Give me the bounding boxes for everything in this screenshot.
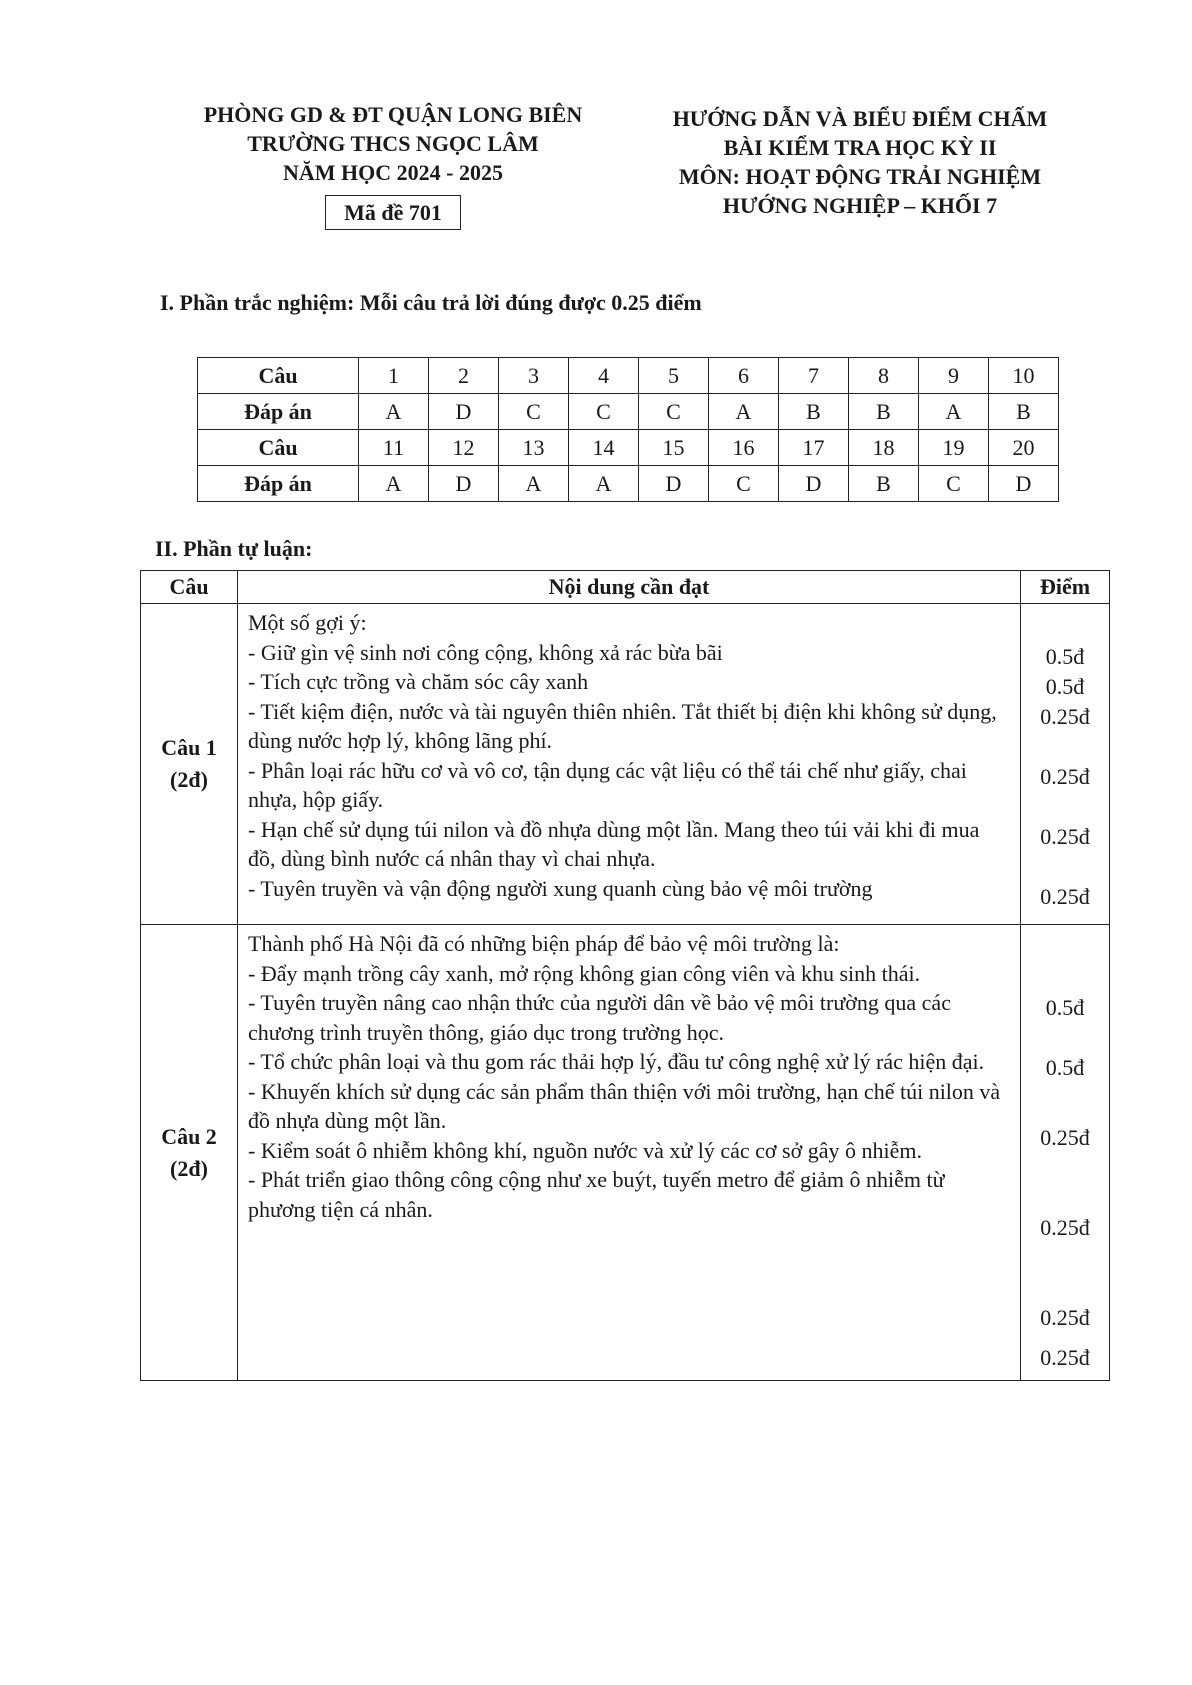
question-number: 18 xyxy=(849,430,919,466)
question-number: 20 xyxy=(989,430,1059,466)
question-number: 7 xyxy=(779,358,849,394)
row-label-question: Câu xyxy=(198,430,359,466)
question-number: 19 xyxy=(919,430,989,466)
question-number: 8 xyxy=(849,358,919,394)
exam-code-box: Mã đề 701 xyxy=(325,195,461,230)
question-number: 17 xyxy=(779,430,849,466)
row-label-answer: Đáp án xyxy=(198,466,359,502)
answer-cell: A xyxy=(709,394,779,430)
question-number: 16 xyxy=(709,430,779,466)
question-points: (2đ) xyxy=(170,1155,208,1181)
school-name: TRƯỜNG THCS NGỌC LÂM xyxy=(247,131,539,156)
content-line: - Tuyên truyền nâng cao nhận thức của người dân về bảo vệ môi trường qua các chương trình truyền thông, giáo dục trong trường học. xyxy=(248,990,951,1045)
question-number: 4 xyxy=(569,358,639,394)
content-line: - Tích cực trồng và chăm sóc cây xanh xyxy=(248,669,589,694)
answer-row xyxy=(198,394,1059,430)
score-value: 0.25đ xyxy=(1040,764,1090,789)
title-line-1: HƯỚNG DẪN VÀ BIỂU ĐIỂM CHẤM xyxy=(672,106,1048,131)
answer-cell: C xyxy=(639,394,709,430)
answer-cell: D xyxy=(639,466,709,502)
question-points: (2đ) xyxy=(170,767,208,792)
content-line: - Tiết kiệm điện, nước và tài nguyên thiên nhiên. Tắt thiết bị điện khi không sử dụng, dùng nước hợp lý, không lãng phí. xyxy=(248,698,997,753)
title-line-4: HƯỚNG NGHIỆP – KHỐI 7 xyxy=(722,193,998,218)
expected-content xyxy=(238,925,1021,1381)
question-label xyxy=(141,604,238,925)
content-line: Một số gợi ý: xyxy=(248,610,367,635)
question-number: 9 xyxy=(919,358,989,394)
question-number: Câu 1 xyxy=(161,735,217,760)
answer-cell: A xyxy=(569,466,639,502)
question-number: 14 xyxy=(569,430,639,466)
content-line: - Tuyên truyền và vận động người xung quanh cùng bảo vệ môi trường xyxy=(248,875,873,901)
answer-cell: C xyxy=(709,466,779,502)
answer-cell: D xyxy=(429,394,499,430)
score-value: 0.25đ xyxy=(1040,1305,1090,1330)
content-line: - Phân loại rác hữu cơ và vô cơ, tận dụng các vật liệu có thể tái chế như giấy, chai nhựa, hộp giấy. xyxy=(248,757,967,812)
question-number: 6 xyxy=(709,358,779,394)
score-list xyxy=(1021,608,1109,918)
question-row xyxy=(198,430,1059,466)
title-line-2: BÀI KIỂM TRA HỌC KỲ II xyxy=(723,135,997,160)
score-value: 0.25đ xyxy=(1040,824,1090,849)
score-column xyxy=(1021,604,1110,925)
question-number: 13 xyxy=(499,430,569,466)
answer-cell: C xyxy=(569,394,639,430)
department-name: PHÒNG GD & ĐT QUẬN LONG BIÊN xyxy=(203,102,583,127)
question-number: 2 xyxy=(429,358,499,394)
content-line: - Tổ chức phân loại và thu gom rác thải hợp lý, đầu tư công nghệ xử lý rác hiện đại. xyxy=(248,1049,985,1074)
answer-cell: B xyxy=(849,466,919,502)
score-value: 0.25đ xyxy=(1040,884,1090,909)
score-value: 0.25đ xyxy=(1040,1215,1090,1240)
section-multiple-choice-title: I. Phần trắc nghiệm: Mỗi câu trả lời đúng được 0.25 điểm xyxy=(160,290,702,315)
column-header-content: Nội dung cần đạt xyxy=(238,571,1021,604)
document-title xyxy=(630,104,1090,220)
question-number: 10 xyxy=(989,358,1059,394)
school-header xyxy=(168,100,618,230)
essay-header-row xyxy=(141,571,1110,604)
question-number: 11 xyxy=(359,430,429,466)
school-year: NĂM HỌC 2024 - 2025 xyxy=(283,160,503,185)
question-number: 15 xyxy=(639,430,709,466)
score-value: 0.25đ xyxy=(1040,704,1090,729)
content-line: - Kiểm soát ô nhiễm không khí, nguồn nước và xử lý các cơ sở gây ô nhiễm. xyxy=(248,1137,923,1163)
question-number: 3 xyxy=(499,358,569,394)
content-line: - Hạn chế sử dụng túi nilon và đồ nhựa dùng một lần. Mang theo túi vải khi đi mua đồ, dùng bình nước cá nhân thay vì chai nhựa. xyxy=(248,816,980,871)
answer-row xyxy=(198,466,1059,502)
content-line: - Giữ gìn vệ sinh nơi công cộng, không xả rác bừa bãi xyxy=(248,639,723,665)
column-header-question: Câu xyxy=(141,571,238,604)
row-label-answer: Đáp án xyxy=(198,394,359,430)
answer-cell: B xyxy=(779,394,849,430)
question-label xyxy=(141,925,238,1381)
multiple-choice-answer-table xyxy=(197,357,1059,502)
score-value: 0.25đ xyxy=(1040,1125,1090,1150)
answer-cell: D xyxy=(779,466,849,502)
row-label-question: Câu xyxy=(198,358,359,394)
column-header-score: Điểm xyxy=(1021,571,1110,604)
expected-content xyxy=(238,604,1021,925)
section-essay-title: II. Phần tự luận: xyxy=(155,536,313,561)
score-value: 0.25đ xyxy=(1040,1345,1090,1370)
score-value: 0.5đ xyxy=(1045,995,1085,1020)
essay-row-q2 xyxy=(141,925,1110,1381)
answer-cell: A xyxy=(919,394,989,430)
content-line: - Phát triển giao thông công cộng như xe buýt, tuyến metro để giảm ô nhiễm từ phương tiện cá nhân. xyxy=(248,1167,945,1222)
score-value: 0.5đ xyxy=(1045,1055,1085,1080)
score-value: 0.5đ xyxy=(1045,644,1085,669)
question-number: 5 xyxy=(639,358,709,394)
answer-cell: D xyxy=(989,466,1059,502)
score-value: 0.5đ xyxy=(1045,674,1085,699)
answer-cell: A xyxy=(359,394,429,430)
essay-row-q1 xyxy=(141,604,1110,925)
answer-cell: A xyxy=(359,466,429,502)
content-line: - Đẩy mạnh trồng cây xanh, mở rộng không gian công viên và khu sinh thái. xyxy=(248,960,921,986)
answer-cell: C xyxy=(919,466,989,502)
essay-grading-table xyxy=(140,570,1110,1381)
score-list xyxy=(1021,929,1109,1374)
question-row xyxy=(198,358,1059,394)
answer-cell: B xyxy=(849,394,919,430)
question-number: 1 xyxy=(359,358,429,394)
answer-cell: A xyxy=(499,466,569,502)
score-column xyxy=(1021,925,1110,1381)
answer-cell: D xyxy=(429,466,499,502)
content-line: - Khuyến khích sử dụng các sản phẩm thân thiện với môi trường, hạn chế túi nilon và đồ nhựa dùng một lần. xyxy=(248,1078,1001,1133)
answer-cell: C xyxy=(499,394,569,430)
title-line-3: MÔN: HOẠT ĐỘNG TRẢI NGHIỆM xyxy=(678,164,1042,189)
content-line: Thành phố Hà Nội đã có những biện pháp để bảo vệ môi trường là: xyxy=(248,931,840,956)
question-number: 12 xyxy=(429,430,499,466)
answer-cell: B xyxy=(989,394,1059,430)
question-number: Câu 2 xyxy=(161,1123,217,1149)
